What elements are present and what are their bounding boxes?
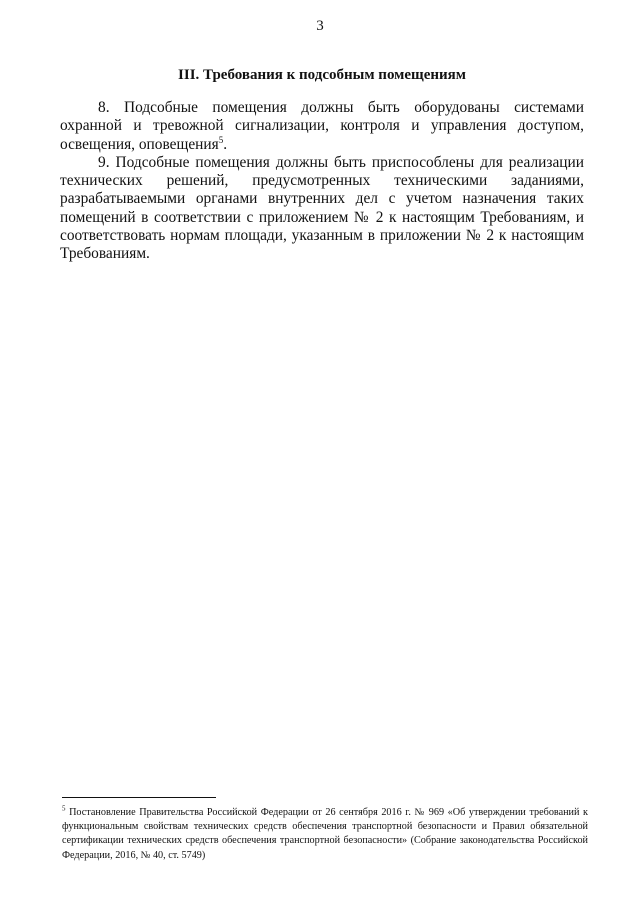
footnote <box>62 806 588 863</box>
page-number: 3 <box>316 18 324 34</box>
paragraph-8-text: 8. Подсобные помещения должны быть оборудованы системами охранной и тревожной сигнализации, контроля и управления доступом, освещения, оповещения <box>60 99 584 153</box>
section-title: III. Требования к подсобным помещениям <box>178 67 466 83</box>
body-text <box>60 99 584 264</box>
footnote-marker: 5 <box>62 804 66 813</box>
footnote-reference: 5 <box>218 134 224 145</box>
footnote-text: Постановление Правительства Российской Федерации от 26 сентября 2016 г. № 969 «Об утверждении требований к функциональным свойствам технических средств обеспечения транспортной безопасности и Правил обязательной сертификации технических средств обеспечения транспортной безопасности» (Собрание законодательства Российской Федерации, 2016, № 40, ст. 5749) <box>62 807 588 861</box>
paragraph-8 <box>60 99 584 154</box>
paragraph-9: 9. Подсобные помещения должны быть приспособлены для реализации технических решений, предусмотренных техническими заданиями, разрабатываемыми органами внутренних дел с учетом назначения таких помещений в соответствии с приложением № 2 к настоящим Требованиям, и соответствовать нормам площади, указанным в приложении № 2 к настоящим Требованиям. <box>60 153 584 263</box>
footnote-separator <box>62 797 216 798</box>
paragraph-8-tail: . <box>223 135 228 153</box>
